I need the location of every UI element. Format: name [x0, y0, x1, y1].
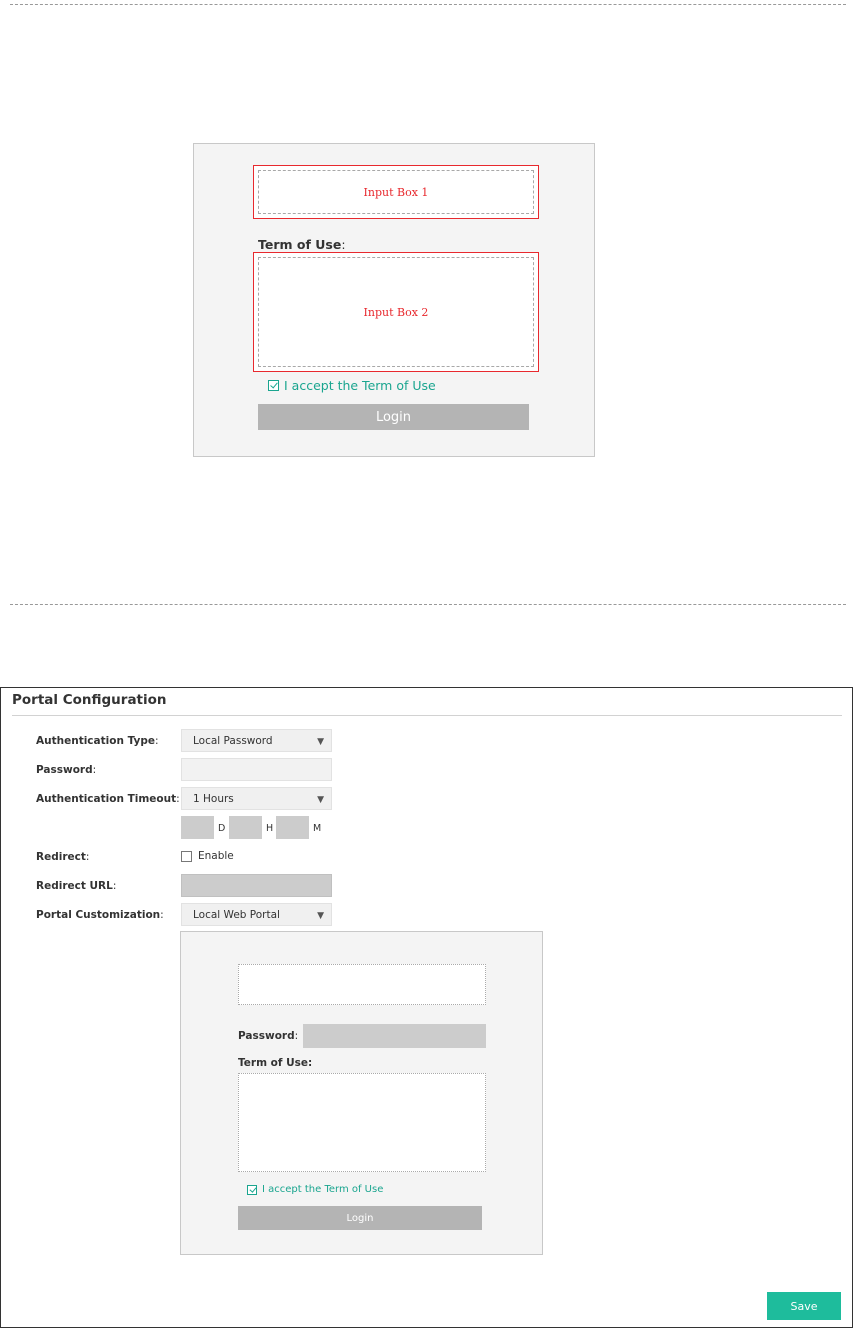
preview-accept-checkbox-icon[interactable]	[247, 1185, 257, 1195]
password-label-text: Password	[36, 764, 93, 776]
auth-timeout-value: 1 Hours	[193, 792, 234, 805]
preview-term-of-use-box[interactable]	[238, 1073, 486, 1172]
panel-title: Portal Configuration	[12, 692, 167, 708]
timeout-days-input[interactable]	[181, 816, 214, 839]
redirect-url-input[interactable]	[181, 874, 332, 897]
preview-mini-login-button[interactable]: Login	[238, 1206, 482, 1230]
auth-timeout-select[interactable]	[181, 787, 332, 810]
input-box-2-annotation	[253, 252, 539, 372]
redirect-label-text: Redirect	[36, 851, 86, 863]
auth-timeout-colon: :	[176, 793, 180, 805]
redirect-enable-checkbox[interactable]	[181, 851, 192, 862]
redirect-url-colon: :	[112, 880, 117, 892]
redirect-enable-label: Enable	[198, 850, 234, 862]
auth-type-select[interactable]	[181, 729, 332, 752]
preview-input-box-1[interactable]	[238, 964, 486, 1005]
input-box-1-annotation	[253, 165, 539, 219]
preview-accept-terms	[268, 378, 436, 393]
preview-password-label-text: Password	[238, 1030, 295, 1042]
auth-timeout-label	[36, 793, 180, 805]
preview-password-input[interactable]	[303, 1024, 486, 1048]
local-web-portal-preview	[180, 931, 543, 1255]
input-box-2-area	[258, 257, 534, 367]
timeout-hours-input[interactable]	[229, 816, 262, 839]
input-box-2-label: Input Box 2	[363, 305, 429, 319]
redirect-enable-option[interactable]	[181, 850, 234, 862]
portal-customization-value: Local Web Portal	[193, 908, 280, 921]
portal-customization-colon: :	[160, 909, 164, 921]
input-box-1-label: Input Box 1	[363, 185, 429, 199]
timeout-hours-unit: H	[266, 823, 274, 834]
input-box-1-area	[258, 170, 534, 214]
auth-type-dropdown-arrow-icon: ▼	[317, 737, 324, 747]
timeout-days-unit: D	[218, 823, 226, 834]
portal-customization-select[interactable]	[181, 903, 332, 926]
save-button[interactable]: Save	[767, 1292, 841, 1320]
portal-customization-dropdown-arrow-icon: ▼	[317, 911, 324, 921]
portal-preview-illustration	[193, 143, 595, 457]
middle-dashed-divider	[10, 604, 846, 605]
portal-customization-label-text: Portal Customization	[36, 909, 161, 921]
preview-term-label: Term of Use:	[238, 1057, 313, 1069]
portal-configuration-panel	[0, 687, 853, 1328]
redirect-url-label-text: Redirect URL	[36, 880, 113, 892]
redirect-label	[36, 851, 89, 863]
preview-login-button: Login	[258, 404, 529, 430]
preview-checkbox-checked-icon	[268, 380, 279, 391]
preview-accept-label: I accept the Term of Use	[284, 378, 436, 393]
redirect-colon: :	[85, 851, 90, 863]
redirect-url-label	[36, 880, 116, 892]
auth-timeout-dropdown-arrow-icon: ▼	[317, 795, 324, 805]
timeout-minutes-input[interactable]	[276, 816, 309, 839]
password-colon: :	[92, 764, 97, 776]
timeout-minutes-unit: M	[313, 823, 322, 834]
preview-term-colon: :	[341, 237, 346, 252]
top-dashed-divider	[10, 4, 846, 5]
portal-customization-label	[36, 909, 164, 921]
preview-accept-text: I accept the Term of Use	[262, 1184, 384, 1195]
preview-term-text: Term of Use	[258, 237, 342, 252]
auth-type-value: Local Password	[193, 734, 273, 747]
password-label	[36, 764, 96, 776]
password-input[interactable]	[181, 758, 332, 781]
panel-title-divider	[12, 715, 842, 716]
preview-password-colon: :	[294, 1030, 299, 1042]
auth-type-label	[36, 735, 159, 747]
preview-password-label	[238, 1030, 298, 1042]
auth-type-label-text: Authentication Type	[36, 735, 155, 747]
preview-accept-terms-option[interactable]	[247, 1184, 383, 1195]
auth-type-colon: :	[154, 735, 159, 747]
auth-timeout-label-text: Authentication Timeout	[36, 793, 177, 805]
preview-term-of-use-label	[258, 237, 346, 252]
